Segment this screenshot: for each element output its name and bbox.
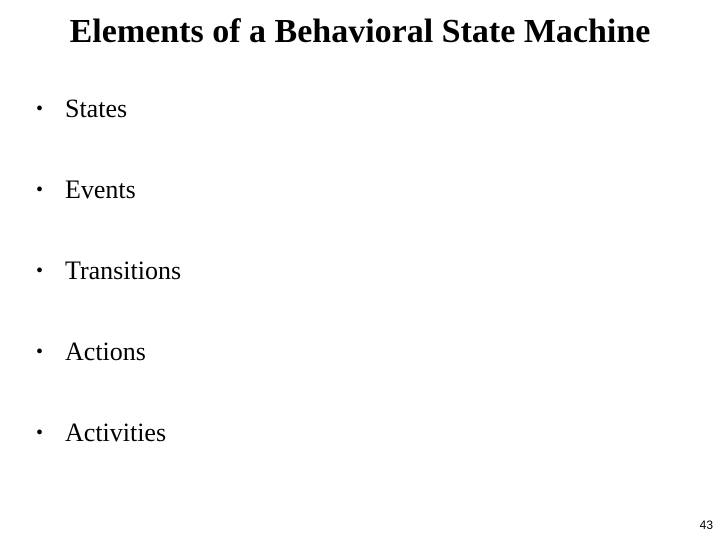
bullet-text: Actions <box>65 337 146 366</box>
bullet-icon: • <box>36 179 44 201</box>
bullet-icon: • <box>36 422 44 444</box>
bullet-item <box>36 416 181 497</box>
bullet-icon: • <box>36 341 44 363</box>
bullet-item <box>36 92 181 173</box>
bullet-icon: • <box>36 260 44 282</box>
bullet-item <box>36 173 181 254</box>
bullet-text: Transitions <box>65 256 182 285</box>
bullet-item <box>36 335 181 416</box>
bullet-icon: • <box>36 98 44 120</box>
bullet-item <box>36 254 181 335</box>
bullet-text: States <box>65 94 128 123</box>
bullet-text: Events <box>65 175 136 204</box>
slide-title: Elements of a Behavioral State Machine <box>69 13 651 50</box>
page-number: 43 <box>699 518 713 532</box>
bullet-text: Activities <box>65 418 167 447</box>
bullet-list <box>36 92 181 497</box>
